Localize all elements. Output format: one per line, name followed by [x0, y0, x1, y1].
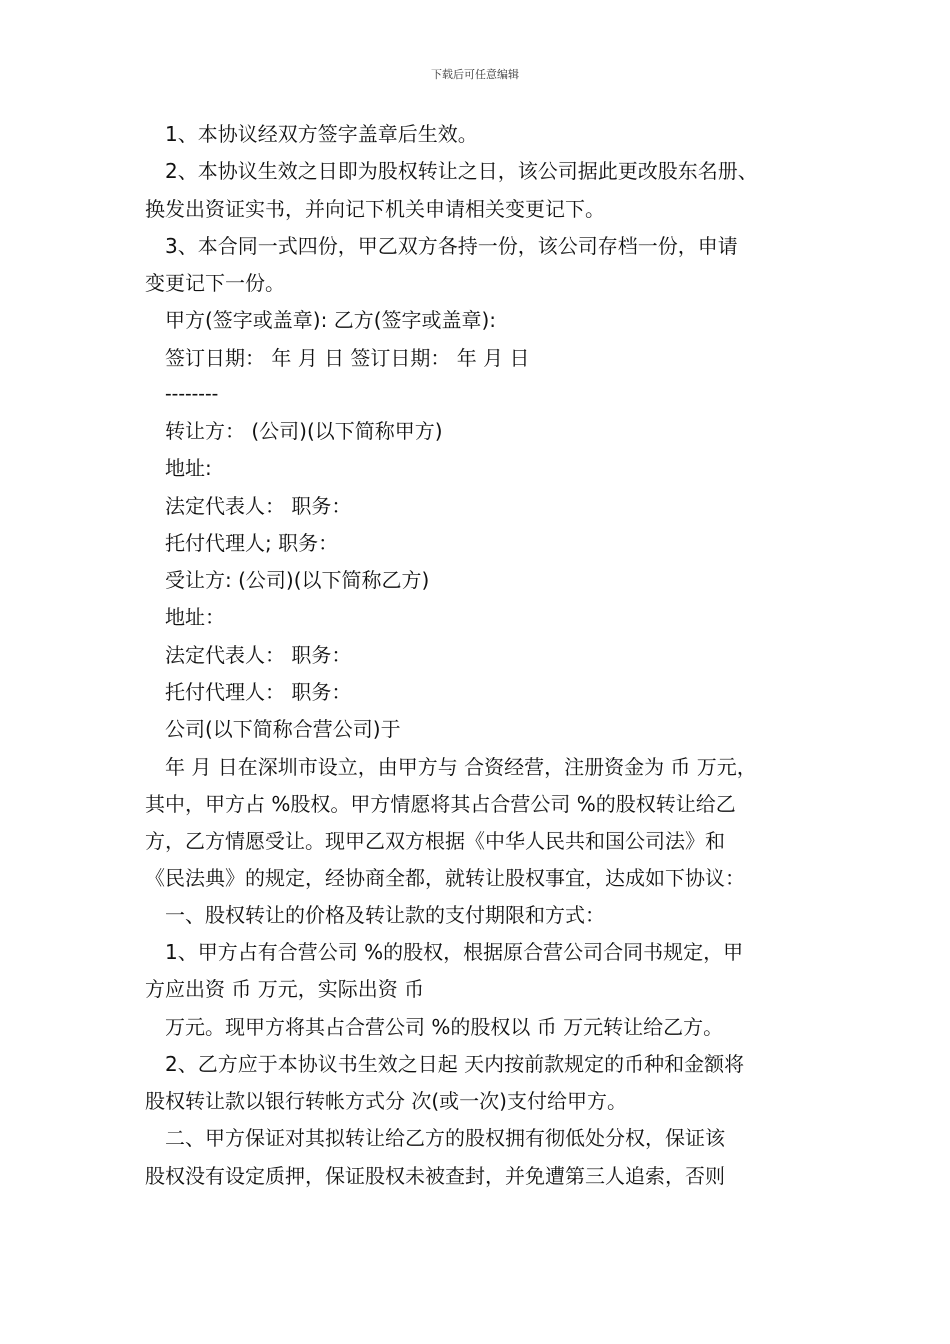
text-line: 2、乙方应于本协议书生效之日起 天内按前款规定的币种和金额将	[165, 1052, 745, 1076]
text-line: 二、甲方保证对其拟转让给乙方的股权拥有彻低处分权，保证该	[165, 1126, 725, 1150]
text-line: 地址:	[165, 456, 212, 480]
text-line: 股权没有设定质押，保证股权未被查封，并免遭第三人追索，否则	[145, 1164, 725, 1188]
text-line: 年 月 日在深圳市设立，由甲方与 合资经营，注册资金为 币 万元，	[165, 755, 757, 779]
text-line: 法定代表人： 职务：	[165, 494, 352, 518]
text-line: 2、本协议生效之日即为股权转让之日，该公司据此更改股东名册、	[165, 159, 758, 183]
text-line: 万元。现甲方将其占合营公司 %的股权以 币 万元转让给乙方。	[165, 1015, 724, 1039]
text-line: 换发出资证实书，并向记下机关申请相关变更记下。	[145, 197, 605, 221]
text-line: 其中，甲方占 %股权。甲方情愿将其占合营公司 %的股权转让给乙	[145, 792, 736, 816]
text-line: 法定代表人： 职务：	[165, 643, 352, 667]
text-line: 1、甲方占有合营公司 %的股权，根据原合营公司合同书规定，甲	[165, 940, 744, 964]
text-line: 甲方(签字或盖章): 乙方(签字或盖章):	[165, 308, 497, 332]
text-line: 公司(以下简称合营公司)于	[165, 717, 401, 741]
page-header: 下载后可任意编辑	[431, 68, 519, 81]
text-line: 3、本合同一式四份，甲乙双方各持一份，该公司存档一份，申请	[165, 234, 738, 258]
text-line: 受让方: (公司)(以下简称乙方)	[165, 568, 430, 592]
text-line: 一、股权转让的价格及转让款的支付期限和方式：	[165, 903, 605, 927]
text-line: 变更记下一份。	[145, 271, 285, 295]
text-line: 《民法典》的规定，经协商全都，就转让股权事宜，达成如下协议：	[145, 866, 745, 890]
text-line: 地址：	[165, 605, 225, 629]
text-line: 方应出资 币 万元，实际出资 币	[145, 977, 425, 1001]
text-line: 1、本协议经双方签字盖章后生效。	[165, 122, 478, 146]
text-line: 签订日期： 年 月 日 签订日期： 年 月 日	[165, 346, 530, 370]
text-line: 方，乙方情愿受让。现甲乙双方根据《中华人民共和国公司法》和	[145, 829, 725, 853]
text-line: 托付代理人; 职务：	[165, 531, 339, 555]
text-line: 转让方： (公司)(以下简称甲方)	[165, 419, 443, 443]
text-line: 股权转让款以银行转帐方式分 次(或一次)支付给甲方。	[145, 1089, 627, 1113]
separator-line: --------	[165, 383, 219, 405]
text-line: 托付代理人： 职务：	[165, 680, 352, 704]
